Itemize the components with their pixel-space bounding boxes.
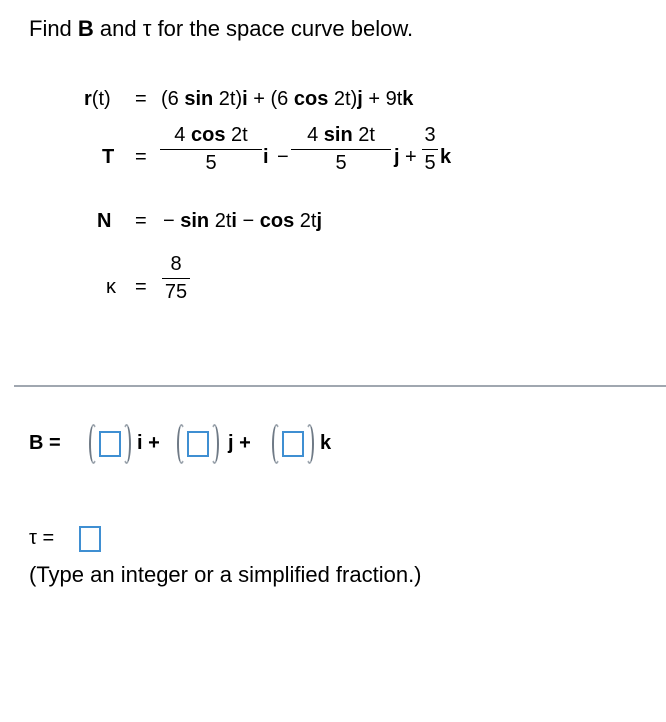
question-tau: τ <box>142 16 152 41</box>
kappa-symbol: κ <box>106 276 116 298</box>
N-term: − <box>163 210 181 232</box>
T-fraction-1 <box>160 124 262 174</box>
T-unit-k: k <box>440 146 452 168</box>
N-term: cos <box>259 210 295 232</box>
tau-label: τ = <box>29 527 55 549</box>
N-unit-i: i <box>231 210 237 232</box>
B-unit-k-label: k <box>320 432 332 454</box>
r-rhs <box>161 88 413 111</box>
r-arg: (t) <box>91 88 111 110</box>
r-term: 2t) <box>328 88 358 110</box>
r-term: + (6 <box>247 88 294 110</box>
T-frac3-denominator: 5 <box>424 152 436 174</box>
B-k-component-input[interactable] <box>282 431 304 457</box>
num-part: 2t <box>352 124 375 146</box>
fraction-bar <box>422 149 438 150</box>
question-B: B <box>77 16 94 41</box>
N-term: sin <box>180 210 210 232</box>
num-part: cos <box>190 124 226 146</box>
r-term: (6 <box>161 88 185 110</box>
num-part: 2t <box>225 124 248 146</box>
r-term: 2t) <box>213 88 243 110</box>
question-part: and <box>93 16 143 41</box>
N-term: 2t <box>294 210 317 232</box>
r-unit-j: j <box>357 88 363 110</box>
T-frac2-numerator <box>291 124 391 146</box>
T-fraction-2 <box>291 124 391 174</box>
left-paren <box>89 424 98 464</box>
B-i-component-input[interactable] <box>99 431 121 457</box>
r-unit-i: i <box>242 88 248 110</box>
left-paren <box>177 424 186 464</box>
question-text <box>29 16 413 42</box>
r-symbol: r <box>84 88 92 110</box>
T-minus: − <box>277 146 289 168</box>
r-term: + 9t <box>362 88 403 110</box>
kappa-denominator: 75 <box>164 281 188 303</box>
num-part: sin <box>323 124 353 146</box>
T-frac2-denominator: 5 <box>335 152 347 174</box>
kappa-equals: = <box>135 276 147 298</box>
question-part: Find <box>29 16 78 41</box>
fraction-bar <box>162 278 190 279</box>
num-part: 4 <box>307 124 324 146</box>
r-equals: = <box>135 88 147 110</box>
right-paren <box>210 424 219 464</box>
N-unit-j: j <box>316 210 323 232</box>
B-unit-i-label: i + <box>137 432 160 454</box>
kappa-fraction <box>162 253 190 303</box>
r-unit-k: k <box>402 88 414 110</box>
T-fraction-3 <box>422 124 438 174</box>
T-symbol: T <box>102 146 115 168</box>
fraction-bar <box>160 149 262 150</box>
B-unit-j-label: j + <box>228 432 251 454</box>
r-term: cos <box>293 88 329 110</box>
N-equals: = <box>135 210 147 232</box>
B-j-component-input[interactable] <box>187 431 209 457</box>
T-equals: = <box>135 146 147 168</box>
T-unit-j: j <box>394 146 400 168</box>
kappa-numerator: 8 <box>170 253 182 275</box>
N-symbol: N <box>97 210 112 232</box>
question-part: for the space curve below. <box>151 16 414 41</box>
left-paren <box>272 424 281 464</box>
answer-format-note: (Type an integer or a simplified fraction.) <box>29 562 422 587</box>
right-paren <box>305 424 314 464</box>
B-label: B = <box>29 432 61 454</box>
num-part: 4 <box>174 124 191 146</box>
T-frac1-numerator <box>160 124 262 146</box>
section-divider <box>14 385 666 387</box>
T-plus: + <box>405 146 417 168</box>
N-term: − <box>236 210 260 232</box>
T-unit-i: i <box>263 146 269 168</box>
tau-input[interactable] <box>79 526 101 552</box>
right-paren <box>122 424 131 464</box>
fraction-bar <box>291 149 391 150</box>
N-term: 2t <box>209 210 232 232</box>
N-rhs <box>163 210 322 233</box>
T-frac3-numerator: 3 <box>424 124 436 146</box>
r-term: sin <box>184 88 214 110</box>
r-equation <box>84 88 111 111</box>
T-frac1-denominator: 5 <box>205 152 217 174</box>
